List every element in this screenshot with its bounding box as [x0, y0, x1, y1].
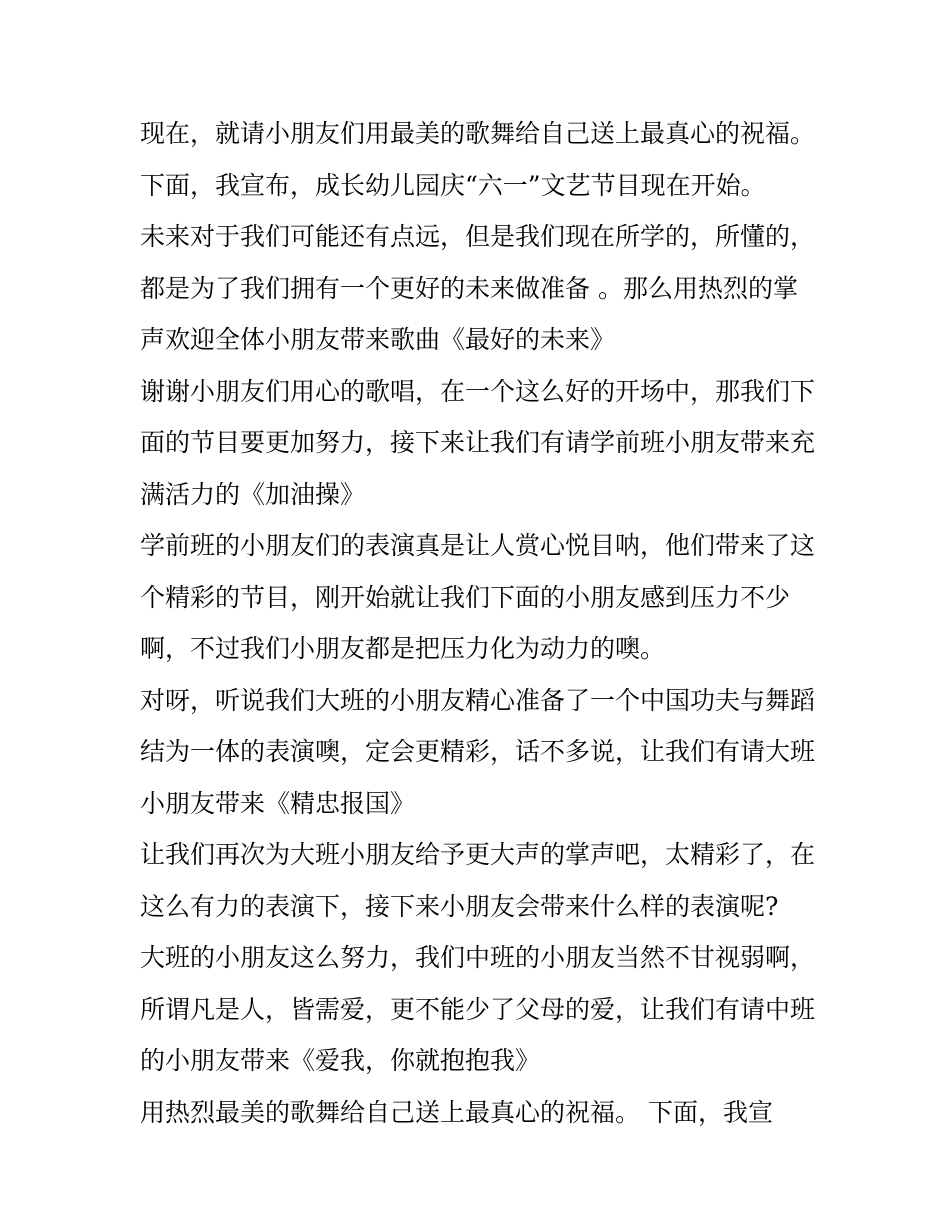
- text-line-9: 学前班的小朋友们的表演真是让人赏心悦目呐，他们带来了这: [140, 531, 816, 560]
- text-line-2: 下面，我宣布，成长幼儿园庆“六一”文艺节目现在开始。: [140, 170, 766, 200]
- text-line-5: 声欢迎全体小朋友带来歌曲《最好的未来》: [140, 325, 616, 354]
- text-line-17: 大班的小朋友这么努力，我们中班的小朋友当然不甘视弱啊，: [140, 943, 816, 972]
- text-line-14: 小朋友带来《精忠报国》: [140, 788, 416, 818]
- text-line-6: 谢谢小朋友们用心的歌唱，在一个这么好的开场中，那我们下: [140, 376, 816, 406]
- text-line-3: 未来对于我们可能还有点远，但是我们现在所学的，所懂的，: [140, 222, 816, 251]
- text-line-4: 都是为了我们拥有一个更好的未来做准备 。那么用热烈的掌: [140, 273, 798, 303]
- text-line-10: 个精彩的节目，刚开始就让我们下面的小朋友感到压力不少: [140, 582, 791, 612]
- text-line-19: 的小朋友带来《爱我，你就抱抱我》: [140, 1046, 541, 1075]
- text-line-7: 面的节目要更加努力，接下来让我们有请学前班小朋友带来充: [140, 428, 816, 457]
- text-line-8: 满活力的《加油操》: [140, 479, 366, 509]
- text-line-11: 啊，不过我们小朋友都是把压力化为动力的噢。: [140, 634, 666, 663]
- text-line-13: 结为一体的表演噢，定会更精彩，话不多说，让我们有请大班: [140, 737, 816, 766]
- text-line-15: 让我们再次为大班小朋友给予更大声的掌声吧，太精彩了，在: [140, 840, 816, 869]
- text-line-20: 用热烈最美的歌舞给自己送上最真心的祝福。 下面，我宣: [140, 1097, 773, 1127]
- text-line-16: 这么有力的表演下，接下来小朋友会带来什么样的表演呢?: [140, 891, 779, 921]
- text-line-1: 现在，就请小朋友们用最美的歌舞给自己送上最真心的祝福。: [140, 119, 816, 148]
- body-text: [140, 108, 830, 1138]
- text-line-12: 对呀，听说我们大班的小朋友精心准备了一个中国功夫与舞蹈: [140, 685, 816, 715]
- text-line-18: 所谓凡是人，皆需爱，更不能少了父母的爱，让我们有请中班: [140, 994, 816, 1024]
